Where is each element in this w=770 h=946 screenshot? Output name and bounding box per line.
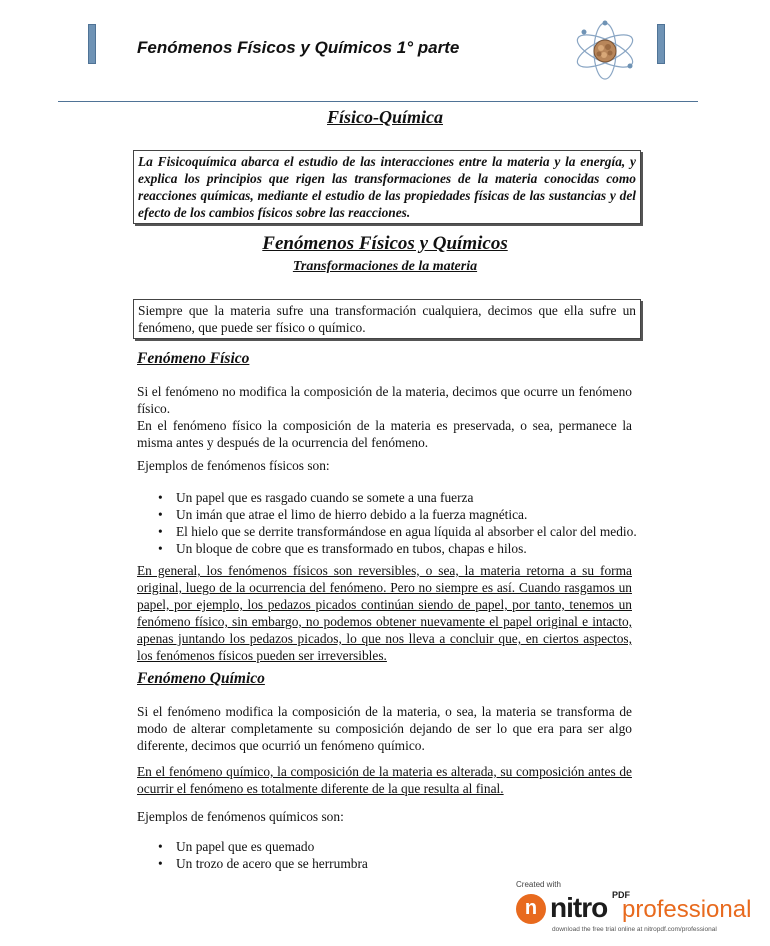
watermark-edition: professional [622, 896, 752, 923]
fisico-examples-list [158, 489, 638, 557]
nitro-logo-icon: n [516, 894, 546, 924]
list-item: • Un trozo de acero que se herrumbra [158, 855, 638, 872]
page-title: Físico-Química [327, 107, 443, 127]
atom-logo-icon [572, 20, 638, 82]
watermark-download: download the free trial online at nitropdf.com/professional [552, 926, 717, 933]
list-item: • Un papel que es rasgado cuando se somete a una fuerza [158, 489, 638, 506]
fisico-para2: En el fenómeno físico la composición de la materia es preservada, o sea, permanece la misma antes y después de la ocurrencia del fenómeno. [137, 418, 632, 450]
fisico-general-text: En general, los fenómenos físicos son reversibles, o sea, la materia retorna a su forma original, luego de la ocurrencia del fenómeno. Pero no siempre es así. Cuando rasgamos un papel, por ejemplo, los pedazos picados continúan siendo de papel, por tanto, tenemos un fenómeno físico, sin embargo, no podemos obtener nuevamente el papel original e intacto, apenas juntando los pedazos picados, lo que nos lleva a concluir que, en ciertos aspectos, los fenómenos físicos pueden ser irreversibles. [137, 563, 632, 663]
quimico-para2-wrapper [137, 763, 632, 797]
fisico-para1: Si el fenómeno no modifica la composición de la materia, decimos que ocurre un fenómeno físico. [137, 384, 632, 416]
nitro-watermark [512, 880, 752, 946]
heading-fenomeno-fisico: Fenómeno Físico [137, 350, 250, 367]
header-divider [58, 101, 698, 102]
quimico-examples-intro: Ejemplos de fenómenos químicos son: [137, 809, 344, 824]
quimico-para1: Si el fenómeno modifica la composición de la materia, o sea, la materia se transforma de modo de alterar completamente su composición dejando de ser lo que era para ser algo diferente, decimos que ocurrió un fenómeno químico. [137, 704, 632, 753]
list-item: • Un papel que es quemado [158, 838, 638, 855]
watermark-created-with: Created with [516, 880, 561, 889]
watermark-pdf: PDF [612, 890, 630, 900]
fisico-general-paragraph [137, 562, 632, 664]
heading-fenomeno-quimico: Fenómeno Químico [137, 670, 265, 687]
section-title: Fenómenos Físicos y Químicos [262, 233, 508, 254]
list-item: • Un bloque de cobre que es transformado en tubos, chapas e hilos. [158, 540, 638, 557]
fisico-examples-intro: Ejemplos de fenómenos físicos son: [137, 458, 330, 473]
header-right-bar [657, 24, 665, 64]
fisico-paragraph [137, 383, 632, 451]
intro-box: La Fisicoquímica abarca el estudio de las interacciones entre la materia y la energía, y explica los principios que rigen las transformaciones de la materia conocidas como reacciones químicas, mediante el estudio de las propiedades físicas de las sustancias y del efecto de los cambios físicos sobre las reacciones. [133, 150, 641, 224]
quimico-examples-list [158, 838, 638, 872]
quimico-para2: En el fenómeno químico, la composición de la materia es alterada, su composición antes de ocurrir el fenómeno es totalmente diferente de la que resulta al final. [137, 764, 632, 796]
watermark-brand: nitro [550, 892, 608, 923]
header-title: Fenómenos Físicos y Químicos 1° parte [137, 38, 460, 57]
definition-box: Siempre que la materia sufre una transformación cualquiera, decimos que ella sufre un fenómeno, que puede ser físico o químico. [133, 299, 641, 339]
list-item: • Un imán que atrae el limo de hierro debido a la fuerza magnética. [158, 506, 638, 523]
section-subtitle: Transformaciones de la materia [292, 259, 478, 274]
list-item: • El hielo que se derrite transformándose en agua líquida al absorber el calor del medio. [158, 523, 638, 540]
header-left-bar [88, 24, 96, 64]
